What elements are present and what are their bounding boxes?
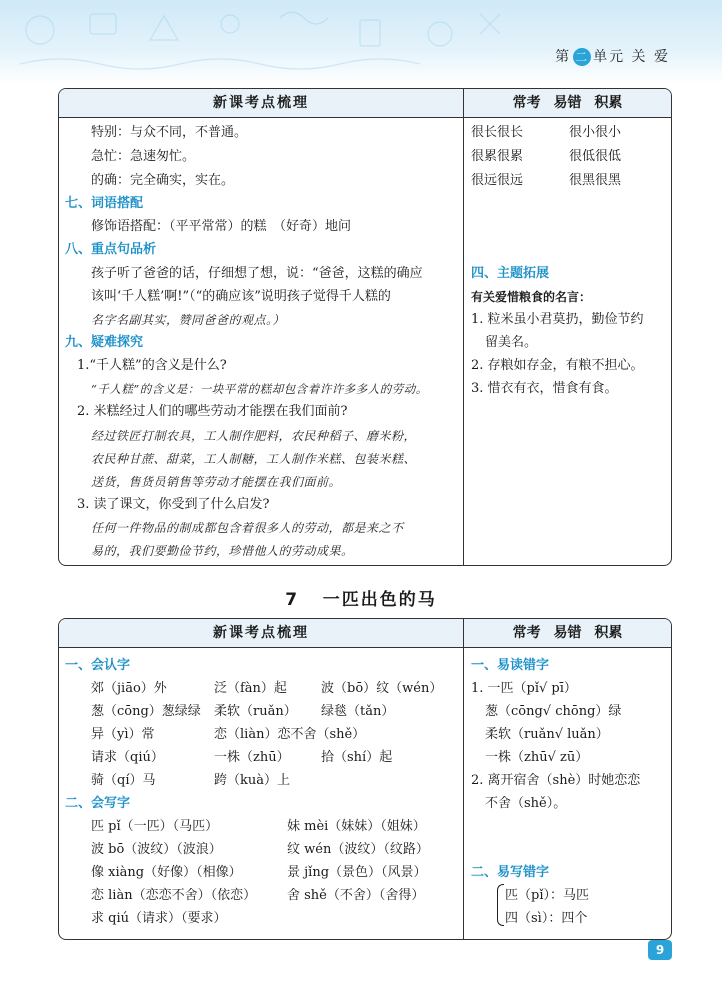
text-line: 柔软（ruǎn√ luǎn）	[485, 727, 609, 742]
write-word: 匹 pǐ（一匹）（马匹）	[91, 819, 219, 834]
panel1-left-title: 新课考点梳理	[59, 89, 464, 118]
text-line: 急忙：急速匆忙。	[91, 149, 196, 164]
write-word: 舍 shě（不舍）（舍得）	[287, 888, 425, 903]
page-number: 9	[648, 940, 672, 960]
write-word: 景 jǐng（景色）（风景）	[287, 865, 427, 880]
recognize-word: 跨（kuà）上	[214, 773, 291, 788]
top-banner	[0, 0, 722, 84]
recognize-word: 柔软（ruǎn）	[214, 704, 297, 719]
write-word: 像 xiàng（好像）（相像）	[91, 865, 242, 880]
question: 2. 米糕经过人们的哪些劳动才能摆在我们面前?	[77, 404, 348, 419]
recognize-word: 绿毯（tǎn）	[321, 704, 395, 719]
text-line: 1. 粒米虽小君莫扔，勤俭节约	[471, 312, 644, 327]
answer: “千人糕”的含义是：一块平常的糕却包含着许许多多人的劳动。	[91, 382, 428, 396]
panel2-right-title: 常考 易错 积累	[464, 619, 671, 648]
word-pair: 很累很累	[471, 149, 524, 164]
word-pair: 很长很长	[471, 125, 524, 140]
column-divider	[463, 647, 464, 939]
lesson-number: 7	[285, 590, 300, 610]
section-heading: 一、会认字	[65, 658, 131, 673]
recognize-word: 泛（fàn）起	[214, 681, 287, 696]
column-divider	[463, 117, 464, 565]
brace-icon	[497, 884, 504, 926]
unit-number-badge: 二	[575, 50, 590, 64]
text-line: 四（sì）：四个	[505, 911, 588, 926]
unit-title	[555, 46, 670, 66]
answer: 送货，售货员销售等劳动才能摆在我们面前。	[91, 475, 342, 489]
text-line: 孩子听了爸爸的话，仔细想了想，说：“爸爸，这糕的确应	[91, 266, 423, 281]
text-line: 该叫‘千人糕’啊!”（“的确应该”说明孩子觉得千人糕的	[91, 289, 391, 304]
recognize-word: 恋（liàn）恋不舍（shě）	[214, 727, 366, 742]
text-line: 2. 存粮如存金，有粮不担心。	[471, 358, 644, 373]
text-line: 留美名。	[485, 335, 538, 350]
review-panel-1	[58, 88, 672, 566]
section-heading: 二、会写字	[65, 796, 131, 811]
panel2-left-title: 新课考点梳理	[59, 619, 464, 648]
recognize-word: 一株（zhū）	[214, 750, 290, 765]
recognize-word: 异（yì）常	[91, 727, 155, 742]
write-word: 妹 mèi（妹妹）（姐妹）	[287, 819, 426, 834]
text-line: 2. 离开宿舍（shè）时她恋恋	[471, 773, 641, 788]
recognize-word: 拾（shí）起	[321, 750, 393, 765]
word-pair: 很远很远	[471, 173, 524, 188]
question: 1.“千人糕”的含义是什么?	[77, 358, 227, 373]
section-heading: 七、词语搭配	[65, 196, 144, 211]
answer: 易的，我们要勤俭节约，珍惜他人的劳动成果。	[91, 544, 354, 558]
review-panel-2	[58, 618, 672, 940]
text-line: 匹（pǐ）：马匹	[505, 888, 589, 903]
question: 3. 读了课文，你受到了什么启发?	[77, 497, 270, 512]
word-pair: 很低很低	[569, 149, 622, 164]
recognize-word: 请求（qiú）	[91, 750, 164, 765]
answer: 农民种甘蔗、甜菜，工人制糖，工人制作米糕、包装米糕、	[91, 452, 417, 466]
unit-name: 单元 关 爱	[593, 49, 670, 65]
word-pair: 很小很小	[569, 125, 622, 140]
section-heading: 四、主题拓展	[471, 266, 550, 281]
lesson-title	[0, 585, 722, 610]
write-word: 波 bō（波纹）（波浪）	[91, 842, 222, 857]
write-word: 纹 wén（波纹）（纹路）	[287, 842, 429, 857]
text-line: 一株（zhū√ zū）	[485, 750, 589, 765]
text-line: 不舍（shě）。	[485, 796, 567, 811]
text-line: 3. 惜衣有衣，惜食有食。	[471, 381, 618, 396]
answer: 经过铁匠打制农具，工人制作肥料，农民种稻子、磨米粉，	[91, 429, 417, 443]
text-line: 1. 一匹（pǐ√ pī）	[471, 681, 577, 696]
section-heading: 九、疑难探究	[65, 335, 144, 350]
unit-prefix: 第	[555, 49, 572, 65]
section-heading: 八、重点句品析	[65, 242, 157, 257]
panel1-right-title: 常考 易错 积累	[464, 89, 671, 118]
text-line: 的确：完全确实，实在。	[91, 173, 235, 188]
answer: 任何一件物品的制成都包含着很多人的劳动，都是来之不	[91, 521, 404, 535]
text-line: 葱（cōng√ chōng）绿	[485, 704, 622, 719]
doodle-decoration-icon	[0, 0, 520, 80]
write-word: 恋 liàn（恋恋不舍）（依恋）	[91, 888, 257, 903]
text-line: 修饰语搭配：（平平常常）的糕 （好奇）地问	[91, 219, 352, 234]
lesson-name: 一匹出色的马	[322, 590, 437, 610]
section-heading: 二、易写错字	[471, 865, 550, 880]
write-word: 求 qiú（请求）（要求）	[91, 911, 227, 926]
word-pair: 很黑很黑	[569, 173, 622, 188]
text-line: 特别：与众不同，不普通。	[91, 125, 248, 140]
recognize-word: 骑（qí）马	[91, 773, 156, 788]
section-heading: 一、易读错字	[471, 658, 550, 673]
recognize-word: 波（bō）纹（wén）	[321, 681, 443, 696]
text-line: 名字名副其实，赞同爸爸的观点。）	[91, 313, 286, 327]
recognize-word: 郊（jiāo）外	[91, 681, 167, 696]
sub-heading: 有关爱惜粮食的名言：	[471, 290, 592, 304]
recognize-word: 葱（cōng）葱绿绿	[91, 704, 201, 719]
